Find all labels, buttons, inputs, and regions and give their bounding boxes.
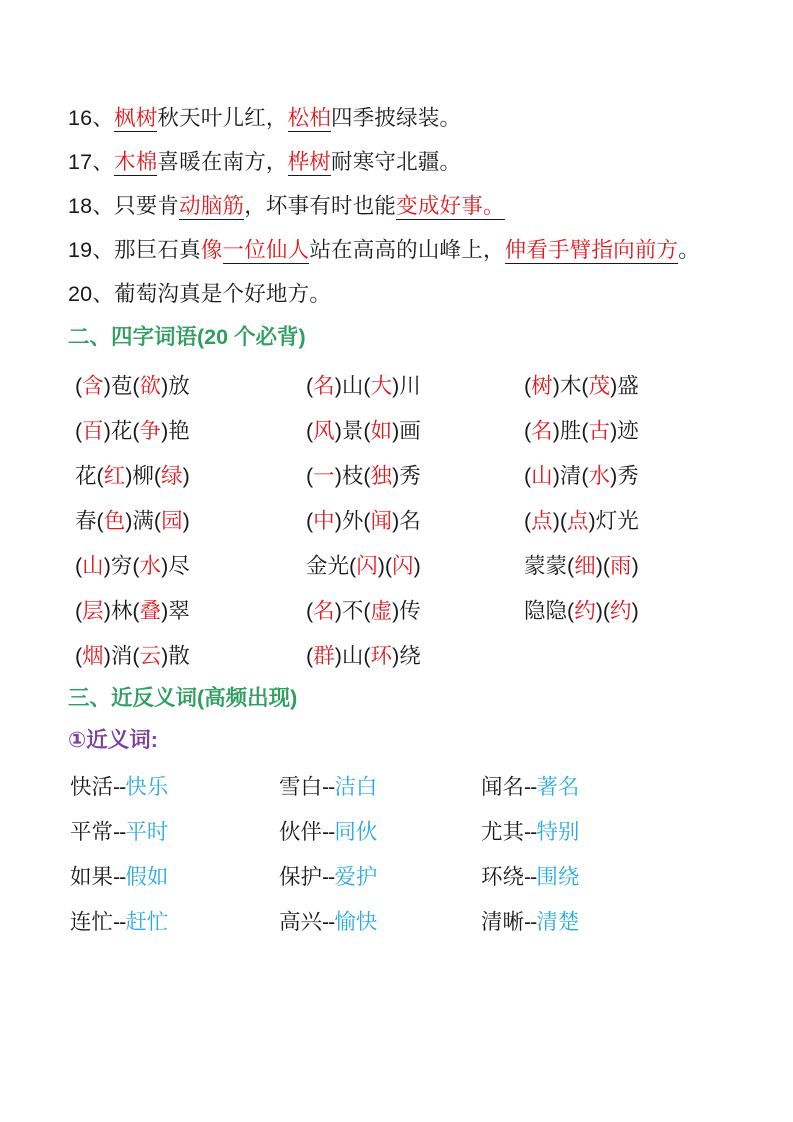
fill-in-blank-answer: 欲 [139,374,162,398]
sentence-segment: 那巨石真 [114,238,201,262]
parenthesis: ( [132,554,140,578]
parenthesis: ( [581,464,589,488]
parenthesis: ( [524,509,532,533]
parenthesis: ( [132,599,140,623]
parenthesis: ( [75,419,83,443]
synonym-separator: -- [524,775,537,799]
synonym-pair [276,815,481,846]
four-char-word-cell [524,369,728,400]
parenthesis: ( [384,554,393,578]
sentence-segment: 松柏 [287,106,332,130]
synonym-word: 平常 [70,820,114,844]
parenthesis: ( [96,464,104,488]
sentence-segment: 木棉 [114,150,158,174]
fill-in-blank-answer: 层 [82,599,104,623]
parenthesis: ) [334,419,342,443]
synonym-word: 尤其 [481,820,525,844]
sentence-segment: 变成好事。 [396,194,505,218]
synonym-separator: -- [322,820,335,844]
synonym-pair [481,860,681,891]
parenthesis: ) [161,644,169,668]
parenthesis: ( [306,644,314,668]
synonym-word: 如果 [70,865,114,889]
idiom-char: 外 [341,509,364,533]
idiom-char: 山 [341,374,364,398]
fill-in-blank-answer: 点 [531,509,553,533]
parenthesis: ( [75,374,83,398]
idiom-char: 散 [168,644,190,668]
idiom-char: 艳 [168,419,190,443]
parenthesis: ( [581,374,589,398]
parenthesis: ) [595,599,603,623]
parenthesis: ) [631,554,639,578]
synonym-word: 清晰 [481,910,525,934]
parenthesis: ) [103,644,111,668]
fill-in-blank-answer: 如 [370,419,393,443]
sentence-segment: 动脑筋 [179,194,245,218]
fill-in-blank-answer: 一 [313,464,335,488]
sentence-segment: 枫树 [114,106,158,130]
four-char-word-grid [68,362,728,677]
parenthesis: ) [588,509,596,533]
synonym-pair [481,815,681,846]
sentence-segment: 四季披绿装。 [331,106,462,130]
synonym-pair [68,905,276,936]
parenthesis: ( [524,374,532,398]
fill-in-blank-answer: 风 [313,419,335,443]
synonym-word: 雪白 [279,775,323,799]
sentence-segment: 耐寒守北疆。 [331,150,462,174]
four-char-word-row [68,632,728,677]
four-char-word-row [68,362,728,407]
fill-in-blank-answer: 百 [82,419,104,443]
fill-in-blank-answer: 水 [588,464,611,488]
section-heading-four-char-words: 二、四字词语(20 个必背) [68,325,306,349]
parenthesis: ) [103,554,111,578]
parenthesis: ( [349,554,357,578]
parenthesis: ( [567,554,575,578]
sentence-segment: 一位仙人 [222,238,310,262]
idiom-char: 胜 [559,419,582,443]
four-char-word-cell [68,459,300,490]
fill-in-blank-answer: 名 [313,374,335,398]
idiom-char: 花 [110,419,133,443]
parenthesis: ( [581,419,589,443]
parenthesis: ( [363,599,371,623]
parenthesis: ( [132,419,140,443]
four-char-word-row [68,497,728,542]
parenthesis: ( [363,374,371,398]
four-char-word-cell [300,549,524,580]
idiom-char: 尽 [168,554,190,578]
idiom-char: 景 [341,419,364,443]
parenthesis: ) [161,374,169,398]
fill-in-blank-answer: 争 [139,419,162,443]
parenthesis: ) [392,464,400,488]
sentence-number: 18、 [68,194,115,218]
synonym-pair [68,770,276,801]
sentence-segment: 像 [200,238,223,262]
synonym-separator: -- [113,865,126,889]
fill-in-blank-answer: 细 [574,554,596,578]
synonym-separator: -- [113,820,126,844]
parenthesis: ( [567,599,575,623]
fill-in-blank-answer: 中 [313,509,335,533]
synonym-row [68,763,728,808]
fill-in-blank-answer: 古 [588,419,611,443]
parenthesis: ( [132,644,140,668]
fill-in-blank-answer: 烟 [82,644,104,668]
parenthesis: ) [182,509,190,533]
four-char-word-cell [524,459,728,490]
parenthesis: ( [132,374,140,398]
idiom-char: 满 [132,509,154,533]
fill-in-blank-answer: 名 [313,599,335,623]
parenthesis: ) [334,374,342,398]
idiom-char: 盛 [617,374,639,398]
sentence-number: 17、 [68,150,115,174]
sentence-segment: ，坏事有时也能 [244,194,397,218]
synonym-answer: 快乐 [125,775,169,799]
parenthesis: ) [125,509,133,533]
four-char-word-cell [68,369,300,400]
fill-in-blank-answer: 云 [139,644,162,668]
idiom-char: 画 [399,419,421,443]
synonym-pair [68,815,276,846]
sentence-segment: 喜暖在南方， [157,150,288,174]
fill-in-blank-answer: 闪 [392,554,414,578]
idiom-char: 秀 [617,464,639,488]
idiom-char: 苞 [110,374,133,398]
idiom-char: 秀 [399,464,421,488]
idiom-char: 放 [168,374,190,398]
idiom-char: 清 [559,464,582,488]
idiom-char: 春 [75,509,97,533]
parenthesis: ) [552,464,560,488]
parenthesis: ) [392,599,400,623]
parenthesis: ( [363,419,371,443]
four-char-word-cell [524,414,728,445]
parenthesis: ( [524,419,532,443]
fill-in-blank-answer: 茂 [588,374,611,398]
synonym-word: 伙伴 [279,820,323,844]
synonym-row [68,853,728,898]
parenthesis: ( [306,509,314,533]
parenthesis: ( [306,464,314,488]
synonym-separator: -- [524,820,537,844]
parenthesis: ) [392,419,400,443]
parenthesis: ) [595,554,603,578]
sentence-line [68,140,728,184]
four-char-word-row [68,542,728,587]
parenthesis: ) [392,644,400,668]
fill-in-blank-answer: 环 [370,644,393,668]
fill-in-blank-answer: 名 [531,419,553,443]
parenthesis: ) [392,374,400,398]
parenthesis: ) [334,599,342,623]
parenthesis: ( [524,464,532,488]
sentence-segment: 。 [678,238,700,262]
fill-in-blank-answer: 含 [82,374,104,398]
idiom-char: 林 [110,599,133,623]
synonym-pair [68,860,276,891]
idiom-char: 不 [341,599,364,623]
parenthesis: ( [306,419,314,443]
four-char-word-row [68,587,728,632]
synonym-answer: 特别 [536,820,580,844]
synonym-word: 高兴 [279,910,323,934]
parenthesis: ) [552,374,560,398]
four-char-word-cell [524,504,728,535]
idiom-char: 穷 [110,554,133,578]
parenthesis: ( [306,599,314,623]
parenthesis: ( [153,464,162,488]
parenthesis: ) [334,644,342,668]
synonym-grid [68,763,728,943]
sentence-segment: 葡萄沟真是个好地方。 [114,282,332,306]
four-char-word-cell [300,459,524,490]
fill-in-blank-answer: 点 [567,509,589,533]
parenthesis: ( [75,599,83,623]
four-char-word-cell [524,549,728,580]
synonym-separator: -- [113,910,126,934]
sentence-number: 16、 [68,106,115,130]
fill-in-blank-answer: 闻 [370,509,393,533]
parenthesis: ) [334,464,342,488]
fill-in-blank-answer: 山 [82,554,104,578]
fill-in-blank-answer: 色 [103,509,126,533]
sentence-list [68,96,728,316]
idiom-char: 翠 [168,599,190,623]
synonym-pair [276,860,481,891]
synonym-answer: 著名 [536,775,580,799]
idiom-char: 川 [399,374,421,398]
synonym-separator: -- [113,775,126,799]
sentence-segment: 站在高高的山峰上， [309,238,505,262]
idiom-char: 隐隐 [524,599,568,623]
fill-in-blank-answer: 虚 [370,599,393,623]
fill-in-blank-answer: 大 [370,374,393,398]
parenthesis: ) [161,554,169,578]
parenthesis: ( [602,599,611,623]
synonym-answer: 清楚 [536,910,580,934]
document-content [68,96,728,943]
synonym-row [68,898,728,943]
four-char-word-cell [68,549,300,580]
parenthesis: ) [161,599,169,623]
synonym-answer: 赶忙 [125,910,169,934]
fill-in-blank-answer: 约 [574,599,596,623]
synonym-pair [276,770,481,801]
idiom-char: 柳 [132,464,154,488]
parenthesis: ) [413,554,421,578]
four-char-word-row [68,452,728,497]
four-char-word-cell [300,639,524,670]
parenthesis: ( [75,644,83,668]
sentence-segment: 桦树 [287,150,332,174]
sentence-segment: 只要肯 [114,194,180,218]
synonym-separator: -- [524,865,537,889]
parenthesis: ) [552,509,560,533]
idiom-char: 消 [110,644,133,668]
parenthesis: ( [96,509,104,533]
synonym-separator: -- [322,865,335,889]
idiom-char: 蒙蒙 [524,554,568,578]
idiom-char: 枝 [341,464,364,488]
four-char-word-cell [300,504,524,535]
parenthesis: ) [182,464,190,488]
parenthesis: ) [377,554,385,578]
sentence-number: 19、 [68,238,115,262]
parenthesis: ( [75,554,83,578]
four-char-word-row [68,407,728,452]
sentence-line [68,228,728,272]
four-char-word-cell [68,594,300,625]
parenthesis: ) [631,599,639,623]
fill-in-blank-answer: 园 [161,509,183,533]
synonym-word: 连忙 [70,910,114,934]
parenthesis: ) [334,509,342,533]
synonym-answer: 平时 [125,820,169,844]
sentence-line [68,184,728,228]
parenthesis: ) [552,419,560,443]
fill-in-blank-answer: 独 [370,464,393,488]
synonym-answer: 同伙 [334,820,378,844]
sentence-line [68,272,728,316]
fill-in-blank-answer: 绿 [161,464,183,488]
synonym-word: 闻名 [481,775,525,799]
idiom-char: 花 [75,464,97,488]
synonym-word: 保护 [279,865,323,889]
fill-in-blank-answer: 山 [531,464,553,488]
fill-in-blank-answer: 约 [610,599,632,623]
synonym-word: 快活 [70,775,114,799]
parenthesis: ( [363,644,371,668]
synonym-answer: 愉快 [334,910,378,934]
fill-in-blank-answer: 闪 [356,554,378,578]
parenthesis: ) [392,509,400,533]
idiom-char: 迹 [617,419,639,443]
synonym-answer: 假如 [125,865,169,889]
parenthesis: ) [610,374,618,398]
idiom-char: 金光 [306,554,350,578]
parenthesis: ) [161,419,169,443]
parenthesis: ( [306,374,314,398]
idiom-char: 山 [341,644,364,668]
four-char-word-cell [68,504,300,535]
subheading-synonyms: ①近义词: [68,728,158,752]
fill-in-blank-answer: 红 [103,464,126,488]
four-char-word-cell [68,639,300,670]
parenthesis: ) [103,599,111,623]
parenthesis: ( [559,509,568,533]
synonym-separator: -- [322,910,335,934]
fill-in-blank-answer: 树 [531,374,553,398]
parenthesis: ) [610,464,618,488]
fill-in-blank-answer: 雨 [610,554,632,578]
fill-in-blank-answer: 叠 [139,599,162,623]
synonym-pair [276,905,481,936]
parenthesis: ( [363,464,371,488]
four-char-word-cell [524,594,728,625]
parenthesis: ( [602,554,611,578]
parenthesis: ( [363,509,371,533]
sentence-number: 20、 [68,282,115,306]
synonym-word: 环绕 [481,865,525,889]
idiom-char: 木 [559,374,582,398]
section-heading-synonyms-antonyms: 三、近反义词(高频出现) [68,686,298,710]
synonym-pair [481,770,681,801]
sentence-line [68,96,728,140]
fill-in-blank-answer: 群 [313,644,335,668]
synonym-answer: 爱护 [334,865,378,889]
idiom-char: 名 [399,509,421,533]
parenthesis: ) [125,464,133,488]
sentence-segment: 伸看手臂指向前方 [504,238,679,262]
four-char-word-cell [300,414,524,445]
synonym-row [68,808,728,853]
fill-in-blank-answer: 水 [139,554,162,578]
synonym-pair [481,905,681,936]
parenthesis: ) [103,419,111,443]
parenthesis: ) [610,419,618,443]
four-char-word-cell [68,414,300,445]
four-char-word-cell [300,594,524,625]
sentence-segment: 秋天叶儿红， [157,106,288,130]
parenthesis: ) [103,374,111,398]
parenthesis: ( [153,509,162,533]
idiom-char: 绕 [399,644,421,668]
synonym-answer: 洁白 [334,775,378,799]
synonym-separator: -- [524,910,537,934]
synonym-separator: -- [322,775,335,799]
four-char-word-cell [300,369,524,400]
idiom-char: 灯光 [595,509,639,533]
idiom-char: 传 [399,599,421,623]
synonym-answer: 围绕 [536,865,580,889]
